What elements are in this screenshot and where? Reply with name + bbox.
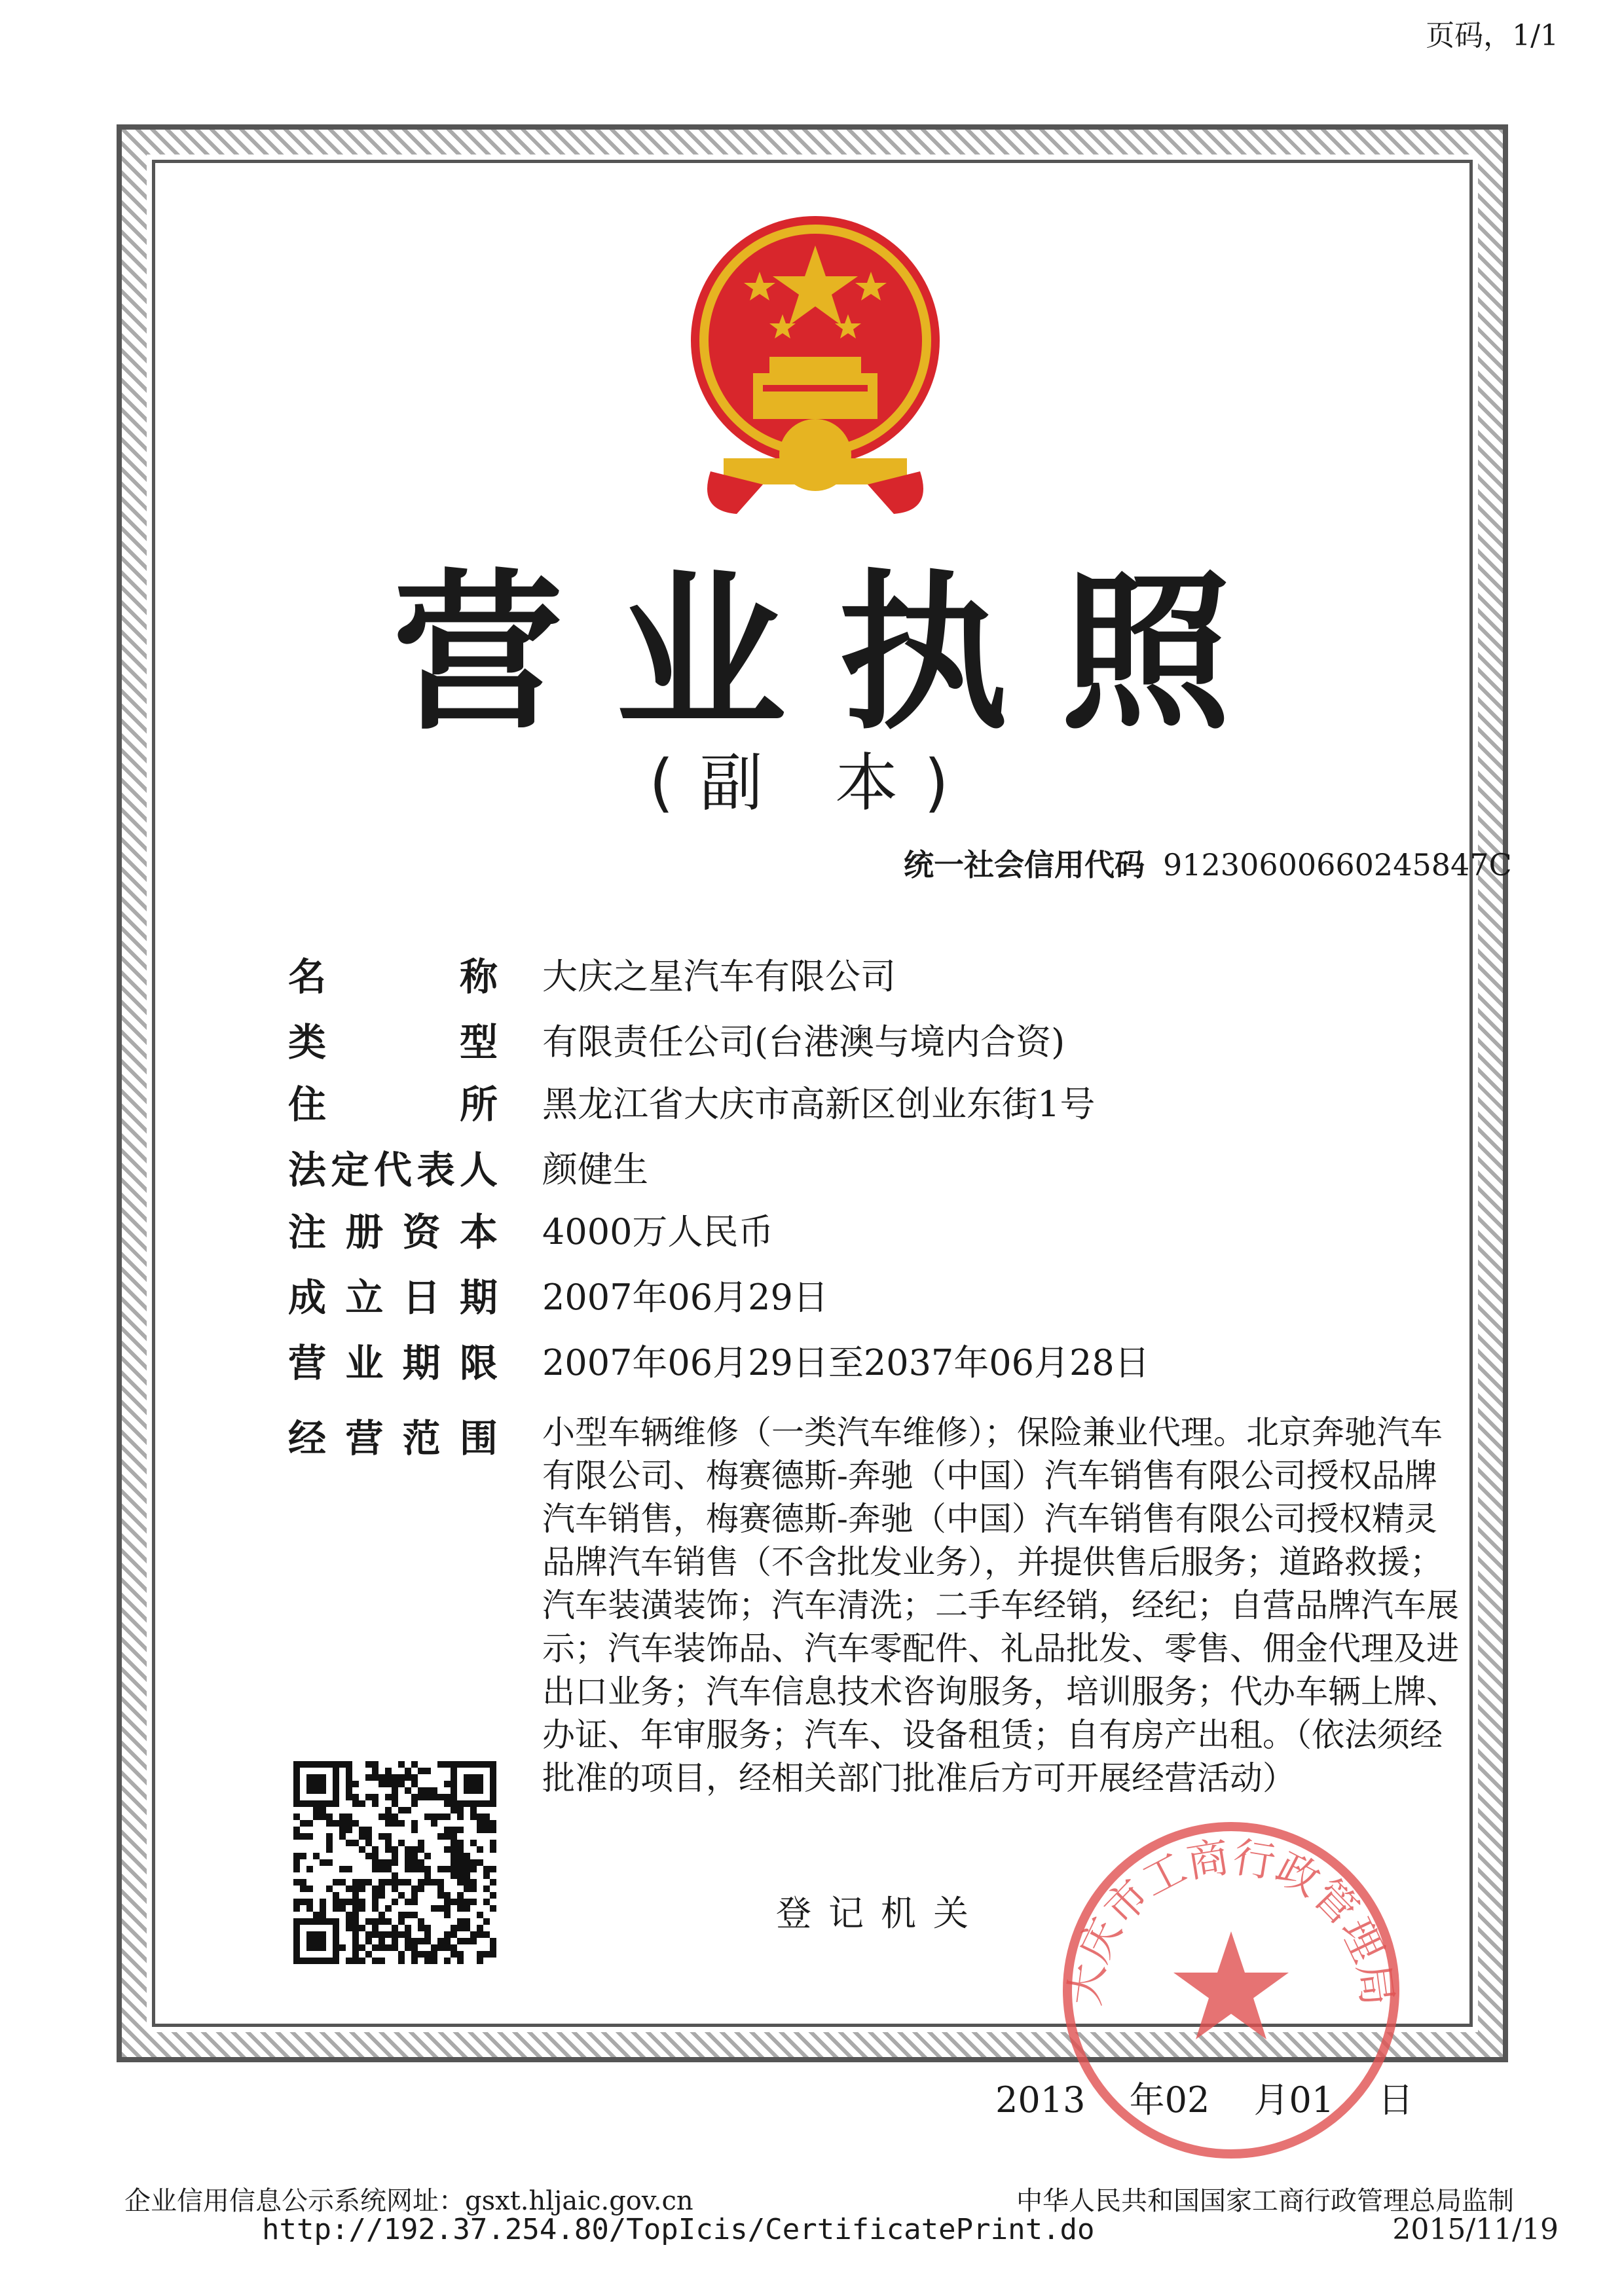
scope-label-char: 围: [459, 1416, 498, 1461]
field-label-char: 类: [288, 1020, 327, 1065]
scope-label-char: 经: [288, 1416, 327, 1461]
field-label-char: 型: [459, 1020, 498, 1065]
field-label-char: 期: [402, 1341, 441, 1385]
field-value: 大庆之星汽车有限公司: [542, 956, 896, 997]
field-label-char: 住: [288, 1082, 327, 1127]
field-value: 黑龙江省大庆市高新区创业东街1号: [542, 1084, 1096, 1125]
field-label-char: 资: [402, 1210, 441, 1254]
field-value: 2007年06月29日至2037年06月28日: [542, 1342, 1150, 1383]
field-label-char: 成: [288, 1275, 327, 1320]
field-label: [288, 946, 498, 1001]
field-label-char: 业: [345, 1341, 384, 1385]
issue-date: [995, 2072, 1413, 2123]
field-label: [288, 1267, 498, 1322]
year-unit: 年: [1129, 2079, 1165, 2121]
field-label-char: 人: [459, 1148, 498, 1192]
footer-print-date: 2015/11/19: [1392, 2213, 1559, 2246]
registration-authority-label: 登记机关: [776, 1893, 986, 1934]
field-value: 有限责任公司(台港澳与境内合资): [542, 1021, 1065, 1063]
issue-day: 01: [1289, 2079, 1335, 2121]
field-label-char: 日: [402, 1275, 441, 1320]
field-value: 2007年06月29日: [542, 1277, 828, 1318]
month-unit: 月: [1253, 2079, 1289, 2121]
field-label-char: 名: [288, 955, 327, 999]
issue-month: 02: [1164, 2079, 1210, 2121]
field-label-char: 本: [459, 1210, 498, 1254]
footer-website: 企业信用信息公示系统网址：gsxt.hljaic.gov.cn: [124, 2186, 693, 2216]
field-label-char: 法: [288, 1148, 327, 1192]
field-label-char: 定: [331, 1148, 369, 1192]
field-label-char: 册: [345, 1210, 384, 1254]
credit-code-label: 统一社会信用代码: [904, 847, 1145, 883]
footer-supervisor: 中华人民共和国国家工商行政管理总局监制: [1016, 2186, 1514, 2216]
seal-text: 大庆市工商行政管理局: [1061, 1833, 1401, 2009]
issue-year: 2013: [995, 2079, 1086, 2121]
scope-label-char: 范: [402, 1416, 441, 1461]
field-label-char: 表: [416, 1148, 455, 1192]
field-label-char: 注: [288, 1210, 327, 1254]
day-unit: 日: [1378, 2079, 1414, 2121]
qr-code-icon: [293, 1761, 496, 1964]
scope-label: [288, 1408, 498, 1463]
footer-print-url: http://192.37.254.80/TopIcis/CertificatePrint.do: [262, 2213, 1095, 2246]
certificate-subtitle: (副 本): [649, 746, 975, 820]
national-emblem-icon: [684, 210, 946, 517]
page-number: 页码，1/1: [1426, 19, 1559, 52]
field-label: [288, 1074, 498, 1129]
business-scope-text: 小型车辆维修（一类汽车维修）；保险兼业代理。北京奔驰汽车 有限公司、梅赛德斯-奔驰（中国）汽车销售有限公司授权品牌 汽车销售，梅赛德斯-奔驰（中国）汽车销售有限公司授权精灵 品牌汽车销售（不含批发业务），并提供售后服务；道路救援； 汽车装潢装饰；汽车清洗；二手车经销，经纪；自营品牌汽车展 示；汽车装饰品、汽车零配件、礼品批发、零售、佣金代理及进 出口业务；汽车信息技术咨询服务，培训服务；代办车辆上牌、 办证、年审服务；汽车、设备租赁；自有房产出租。（依法须经 批准的项目，经相关部门批准后方可开展经营活动）: [542, 1413, 1459, 1797]
field-label-char: 营: [288, 1341, 327, 1385]
credit-code-value: 91230600660245847C: [1163, 847, 1512, 883]
certificate-title: 营业执照: [393, 555, 1283, 753]
field-label-char: 期: [459, 1275, 498, 1320]
field-value: 4000万人民币: [542, 1211, 774, 1252]
field-label: [288, 1139, 498, 1194]
field-label-char: 立: [345, 1275, 384, 1320]
field-label: [288, 1201, 498, 1256]
field-value: 颜健生: [542, 1149, 648, 1190]
scope-label-char: 营: [345, 1416, 384, 1461]
field-label-char: 称: [459, 955, 498, 999]
field-label: [288, 1011, 498, 1066]
credit-code-row: [904, 841, 1512, 884]
field-label-char: 限: [459, 1341, 498, 1385]
field-label-char: 所: [459, 1082, 498, 1127]
field-label-char: 代: [373, 1148, 412, 1192]
field-label: [288, 1332, 498, 1387]
